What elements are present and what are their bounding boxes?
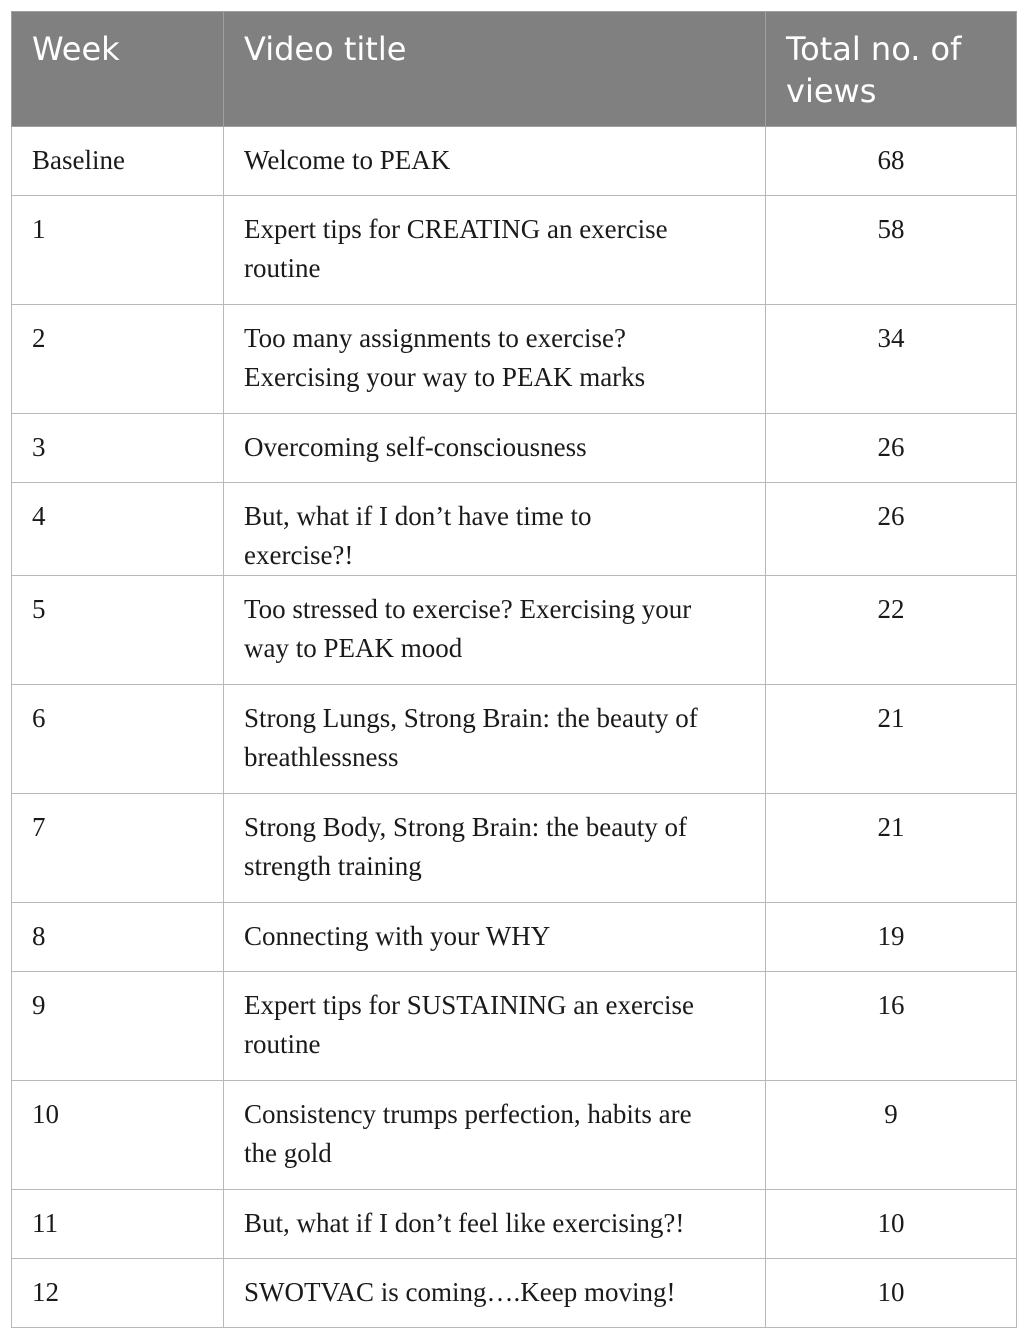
week-cell: 5 xyxy=(12,576,224,685)
video-title-cell: Too stressed to exercise? Exercising your way to PEAK mood xyxy=(224,576,766,685)
table-row xyxy=(12,685,1017,794)
table-row xyxy=(12,1081,1017,1190)
table-row xyxy=(12,483,1017,576)
views-cell: 19 xyxy=(766,903,1017,972)
video-title-cell: Consistency trumps perfection, habits are the gold xyxy=(224,1081,766,1190)
video-title-cell: Connecting with your WHY xyxy=(224,903,766,972)
video-title-cell: SWOTVAC is coming….Keep moving! xyxy=(224,1259,766,1328)
week-cell: 7 xyxy=(12,794,224,903)
views-cell: 16 xyxy=(766,972,1017,1081)
table-row xyxy=(12,127,1017,196)
table-body xyxy=(12,127,1017,1328)
views-cell: 10 xyxy=(766,1190,1017,1259)
table-row xyxy=(12,305,1017,414)
views-cell: 26 xyxy=(766,483,1017,576)
week-cell: 4 xyxy=(12,483,224,576)
table-row xyxy=(12,576,1017,685)
video-title-cell: But, what if I don’t feel like exercising?! xyxy=(224,1190,766,1259)
views-cell: 21 xyxy=(766,794,1017,903)
video-views-table xyxy=(11,11,1017,1328)
table-row xyxy=(12,903,1017,972)
table-row xyxy=(12,414,1017,483)
week-cell: 9 xyxy=(12,972,224,1081)
views-cell: 58 xyxy=(766,196,1017,305)
video-title-cell: Too many assignments to exercise? Exercising your way to PEAK marks xyxy=(224,305,766,414)
header-week: Week xyxy=(12,12,224,127)
week-cell: 3 xyxy=(12,414,224,483)
header-total-views: Total no. of views xyxy=(766,12,1017,127)
table-row xyxy=(12,794,1017,903)
video-title-cell: Strong Lungs, Strong Brain: the beauty of breathlessness xyxy=(224,685,766,794)
video-title-cell: Strong Body, Strong Brain: the beauty of strength training xyxy=(224,794,766,903)
table-header xyxy=(12,12,1017,127)
table-row xyxy=(12,196,1017,305)
week-cell: 8 xyxy=(12,903,224,972)
views-cell: 34 xyxy=(766,305,1017,414)
week-cell: 10 xyxy=(12,1081,224,1190)
week-cell: 2 xyxy=(12,305,224,414)
video-title-cell: But, what if I don’t have time to exercise?! xyxy=(224,483,766,576)
video-title-cell: Expert tips for CREATING an exercise routine xyxy=(224,196,766,305)
video-title-cell: Overcoming self-consciousness xyxy=(224,414,766,483)
views-cell: 10 xyxy=(766,1259,1017,1328)
week-cell: 6 xyxy=(12,685,224,794)
video-title-cell: Expert tips for SUSTAINING an exercise routine xyxy=(224,972,766,1081)
table-row xyxy=(12,1190,1017,1259)
views-cell: 68 xyxy=(766,127,1017,196)
table-row xyxy=(12,972,1017,1081)
views-cell: 9 xyxy=(766,1081,1017,1190)
week-cell: 12 xyxy=(12,1259,224,1328)
views-cell: 21 xyxy=(766,685,1017,794)
header-video-title: Video title xyxy=(224,12,766,127)
views-cell: 26 xyxy=(766,414,1017,483)
week-cell: Baseline xyxy=(12,127,224,196)
video-title-cell: Welcome to PEAK xyxy=(224,127,766,196)
week-cell: 1 xyxy=(12,196,224,305)
week-cell: 11 xyxy=(12,1190,224,1259)
table-row xyxy=(12,1259,1017,1328)
header-row xyxy=(12,12,1017,127)
views-cell: 22 xyxy=(766,576,1017,685)
